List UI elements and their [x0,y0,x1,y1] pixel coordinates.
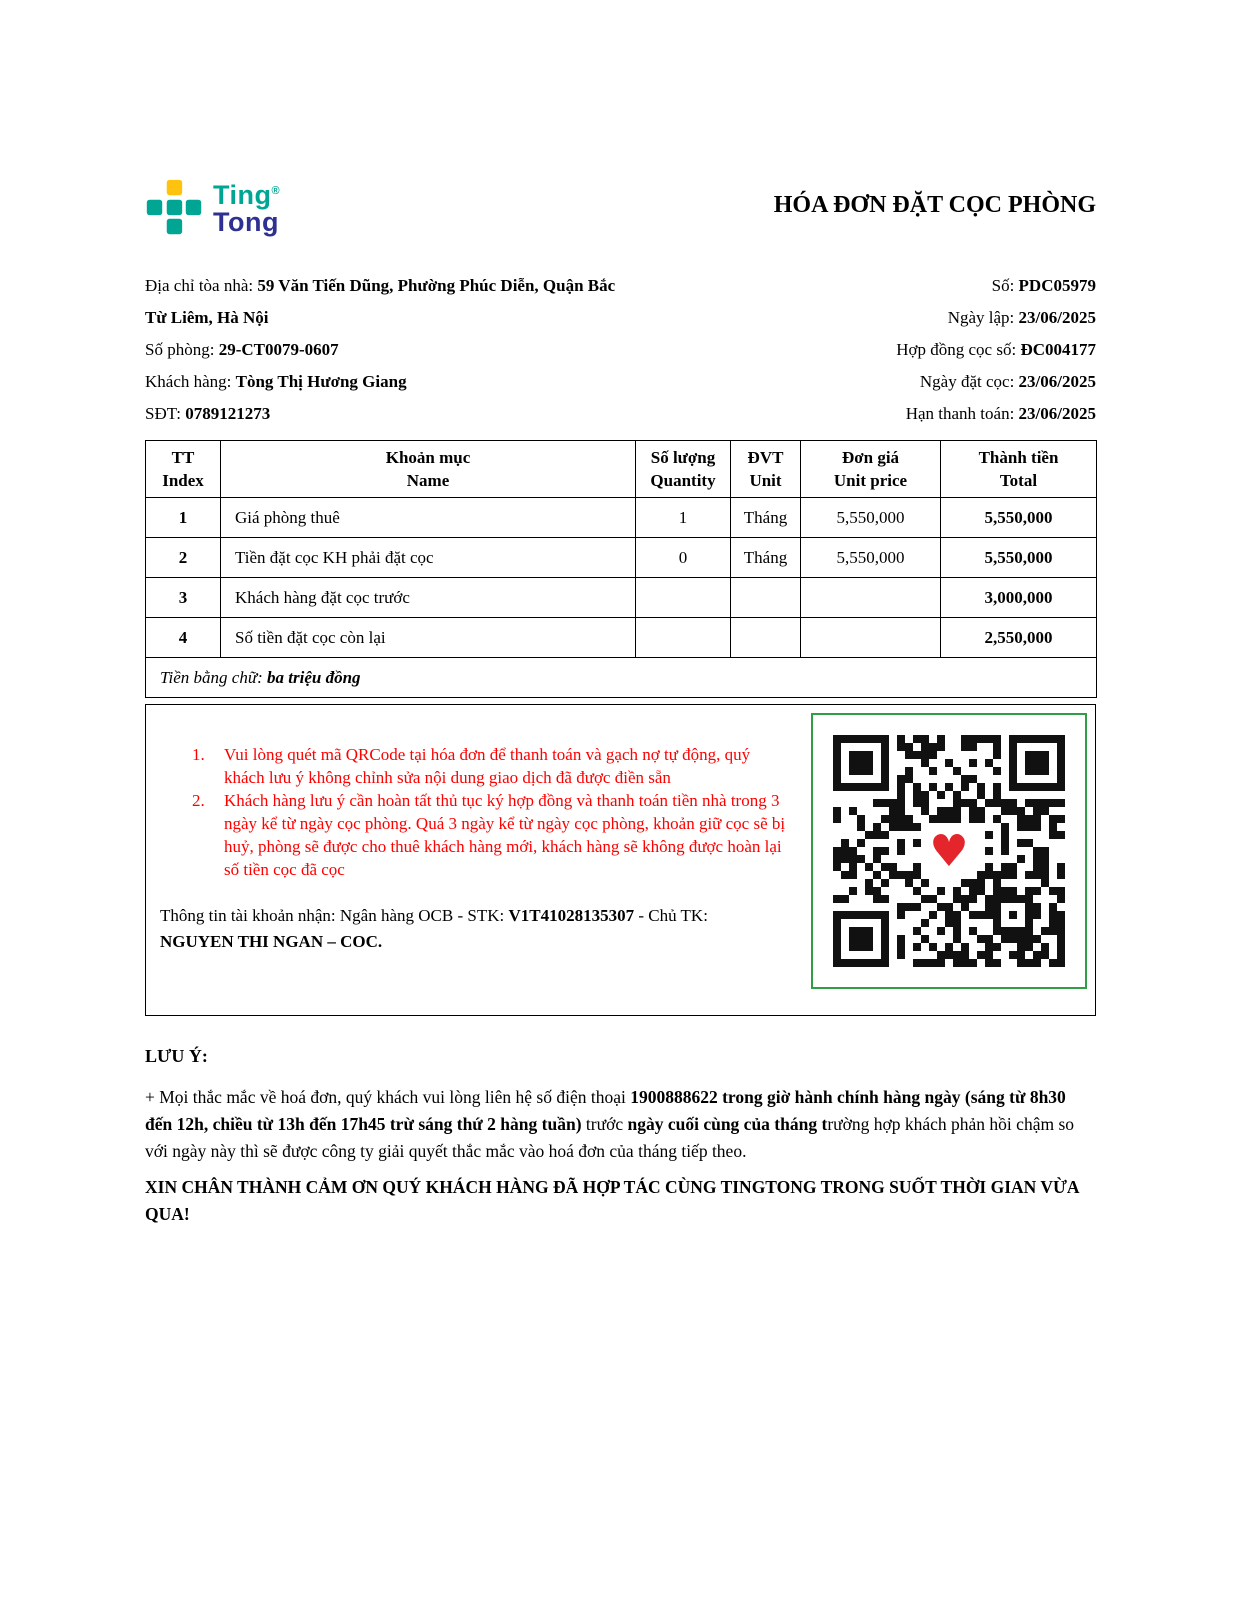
cell-unit [731,618,801,658]
room-label: Số phòng: [145,340,219,359]
note-1-text: Vui lòng quét mã QRCode tại hóa đơn để thanh toán và gạch nợ tự động, quý khách lưu ý không chỉnh sửa nội dung giao dịch đã được điền sẵn [224,745,751,787]
thank-you-message: XIN CHÂN THÀNH CẢM ƠN QUÝ KHÁCH HÀNG ĐÃ HỢP TÁC CÙNG TINGTONG TRONG SUỐT THỜI GIAN VỪA QUA! [145,1177,1079,1224]
invoice-number-value: PDC05979 [1018,276,1096,295]
payment-notes-box [145,704,1096,1016]
building-info-block [145,270,625,430]
col-header-total: Thành tiền Total [941,441,1097,498]
cell-unit-price [801,578,941,618]
cell-name: Giá phòng thuê [221,498,636,538]
registered-mark: ® [271,185,281,197]
issue-date-value: 23/06/2025 [1018,308,1096,327]
due-date-label: Hạn thanh toán: [905,404,1019,423]
tingtong-logo [145,178,280,236]
contract-number-label: Hợp đồng cọc số: [896,340,1021,359]
phone-value: 0789121273 [185,404,271,423]
room-row [145,334,625,366]
cell-unit: Tháng [731,538,801,578]
cell-unit-price: 5,550,000 [801,498,941,538]
notice-text-1: + Mọi thắc mắc về hoá đơn, quý khách vui lòng liên hệ số điện thoại [145,1087,631,1107]
table-row [146,498,1097,538]
col-header-index: TT Index [146,441,221,498]
tingtong-plus-icon [145,178,203,236]
bank-account-number: V1T41028135307 [508,906,635,925]
cell-name: Số tiền đặt cọc còn lại [221,618,636,658]
cell-quantity [636,618,731,658]
bank-info-label: Thông tin tài khoản nhận: Ngân hàng OCB - STK: [160,906,509,925]
page-title: HÓA ĐƠN ĐẶT CỌC PHÒNG [773,192,1096,218]
table-header-row [146,441,1097,498]
customer-row [145,366,625,398]
contract-number-row [896,334,1096,366]
customer-value: Tòng Thị Hương Giang [235,372,407,391]
notice-text-2: trước [581,1114,628,1134]
cell-quantity: 1 [636,498,731,538]
note-2-text: Khách hàng lưu ý cần hoàn tất thủ tục ký hợp đồng và thanh toán tiền nhà trong 3 ngày kể từ ngày cọc phòng. Quá 3 ngày kể từ ngày cọc phòng, khoản giữ cọc sẽ bị huỷ, phòng sẽ được cho thuê khách hàng mới, khách hàng sẽ không được hoàn lại số tiền cọc đã cọc [224,791,786,879]
room-value: 29-CT0079-0607 [218,340,339,359]
deposit-date-value: 23/06/2025 [1018,372,1096,391]
cell-index: 2 [146,538,221,578]
payment-qr-frame [811,713,1087,989]
cell-name: Khách hàng đặt cọc trước [221,578,636,618]
table-row [146,618,1097,658]
cell-unit [731,578,801,618]
invoice-items-table [145,440,1097,698]
note-1-number: 1. [192,745,205,764]
deposit-date-row [896,366,1096,398]
col-header-name: Khoản mục Name [221,441,636,498]
note-item-1 [182,743,787,789]
invoice-number-label: Số: [991,276,1019,295]
col-header-quantity: Số lượng Quantity [636,441,731,498]
cell-unit-price [801,618,941,658]
cell-total: 5,550,000 [941,498,1097,538]
qr-pattern [833,735,1065,967]
table-row [146,538,1097,578]
issue-date-label: Ngày lập: [947,308,1019,327]
cell-unit: Tháng [731,498,801,538]
phone-row [145,398,625,430]
address-row [145,270,625,334]
due-date-value: 23/06/2025 [1018,404,1096,423]
issue-date-row [896,302,1096,334]
address-label: Địa chỉ tòa nhà: [145,276,258,295]
cell-quantity: 0 [636,538,731,578]
cell-quantity [636,578,731,618]
customer-label: Khách hàng: [145,372,236,391]
logo-text-ting [213,178,280,209]
cell-index: 1 [146,498,221,538]
cell-total: 2,550,000 [941,618,1097,658]
contract-number-value: ĐC004177 [1020,340,1096,359]
notice-paragraph [145,1084,1096,1165]
payment-notes-list [182,743,787,881]
col-header-unit: ĐVT Unit [731,441,801,498]
cell-total: 3,000,000 [941,578,1097,618]
logo-wordmark [213,178,280,236]
col-header-unit-price: Đơn giá Unit price [801,441,941,498]
bank-holder-label: - Chủ TK: [634,906,708,925]
notice-deadline: ngày cuối cùng của tháng t [627,1114,828,1134]
deposit-date-label: Ngày đặt cọc: [919,372,1019,391]
amount-in-words-value: ba triệu đồng [267,667,361,687]
notice-hotline: 1900888622 trong giờ hành chính hàng ngày (sáng từ 8h30 đến 12h, chiều từ 13h đến 17h45 trừ sáng thứ 2 hàng tuần) [145,1087,1066,1134]
note-item-2 [182,789,787,881]
logo-ting-label: Ting [213,180,272,210]
due-date-row [896,398,1096,430]
address-value: 59 Văn Tiến Dũng, Phường Phúc Diễn, Quận Bắc Từ Liêm, Hà Nội [145,276,616,327]
amount-in-words-label: Tiền bằng chữ: [160,667,268,687]
notice-heading: LƯU Ý: [145,1046,208,1066]
amount-in-words-cell [146,658,1097,698]
cell-index: 4 [146,618,221,658]
cell-unit-price: 5,550,000 [801,538,941,578]
cell-total: 5,550,000 [941,538,1097,578]
invoice-number-row [896,270,1096,302]
bank-account-holder: NGUYEN THI NGAN – COC. [160,932,383,951]
notice-text-3: rường hợp khách phản hồi chậm so với ngày này thì sẽ được công ty giải quyết thắc mắc vào hoá đơn của tháng tiếp theo. [145,1114,1075,1161]
table-row [146,578,1097,618]
cell-name: Tiền đặt cọc KH phải đặt cọc [221,538,636,578]
cell-index: 3 [146,578,221,618]
note-2-number: 2. [192,791,205,810]
payment-qr-code [833,735,1065,967]
logo-text-tong: Tong [213,207,279,237]
qr-heart-icon: ♥ [929,825,969,877]
invoice-meta-block [896,270,1096,430]
amount-in-words-row [146,658,1097,698]
phone-label: SĐT: [145,404,186,423]
bank-account-info [160,903,810,955]
